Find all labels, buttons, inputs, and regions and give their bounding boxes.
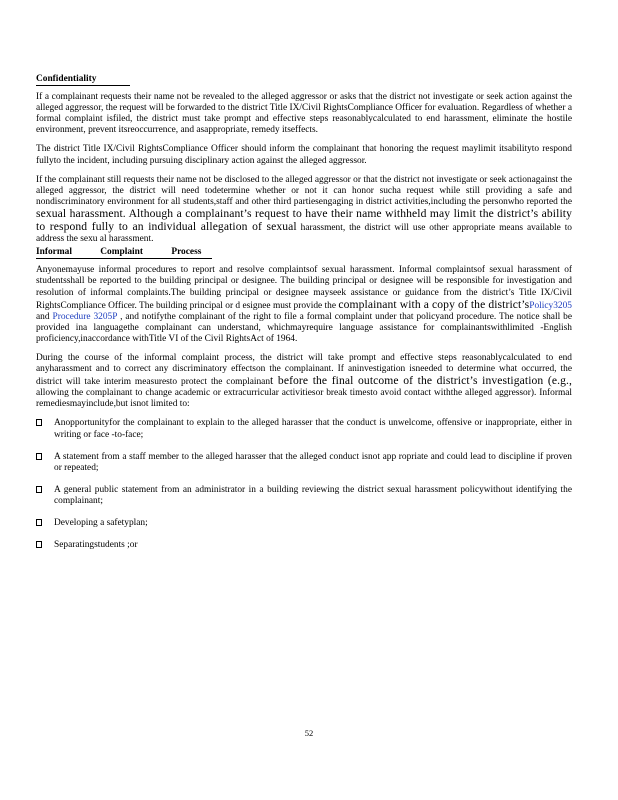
checkbox-bullet-icon — [36, 519, 42, 526]
paragraph-text: Anyonemayuse informal procedures to report and resolve complaintsof sexual harassment. Informal complaintsof sexual harassment of studentsshall be reported to the building principal or designee. The building principal or designee will be responsible for investigation and resolution of informal complaints.The building principal or designee mayseek assistance or guidance from the district’s Title IX/Civil RightsCompliance Officer. The building principal or d esignee must provide the — [36, 265, 572, 311]
paragraph-text: and — [36, 311, 53, 322]
paragraph-text: During the course of the informal complaint process, the district will take prompt and effective steps reasonablycalculated to end anyharassment and to correct any discriminatory effectson the complainant. If aninvestigation isneeded to determine what occurred, the district will take interim measuresto protect the complainan — [36, 352, 572, 388]
heading-informal-complaint-process: Informal Complaint Process — [36, 247, 212, 259]
procedure-link[interactable]: Procedure 3205P — [52, 311, 118, 322]
list-item-text: Developing a safetyplan; — [54, 518, 148, 528]
confidentiality-paragraph-1: If a complainant requests their name not be revealed to the alleged aggressor or asks that the district not investigate or seek action against the alleged aggressor, the request will be forwarded to the district Title IX/Civil RightsCompliance Officer for evaluation. Regardless of whether a formal complaint isfiled, the district must take prompt and effective steps reasonablycalculated to end harassment, eliminate the hostile environment, prevent itsreoccurrence, and asappropriate, remedy itseffects. — [36, 92, 572, 136]
paragraph-text: harassment, the district will use other appropriate means available to address the sexu al harassment. — [36, 223, 572, 245]
informal-paragraph-1 — [36, 265, 572, 345]
list-item — [36, 452, 572, 474]
list-item — [36, 485, 572, 507]
confidentiality-paragraph-3 — [36, 175, 572, 246]
heading-confidentiality: Confidentiality — [36, 74, 130, 86]
policy-link[interactable]: Policy3205 — [529, 300, 572, 311]
list-item-text: Anopportunityfor the complainant to explain to the alleged harasser that the conduct is unwelcome, offensive or inappropriate, either in writing or face -to-face; — [54, 418, 572, 440]
page-number: 52 — [304, 728, 314, 738]
list-item-text: Separatingstudents ;or — [54, 540, 138, 551]
paragraph-text: If the complainant still requests their name not be disclosed to the alleged aggressor or that the district not investigate or seek actionagainst the alleged aggressor, the district will need todetermine whether or not it can honor sucha request while still providing a safe and nondiscriminatory environment for all students,staff and other third partiesengaging in district activities,including the personwho reported the — [36, 174, 572, 207]
list-item — [36, 540, 572, 551]
list-item-text: A general public statement from an administrator in a building reviewing the district sexual harassment policywithout identifying the complainant; — [54, 484, 572, 506]
checkbox-bullet-icon — [36, 419, 42, 426]
checkbox-bullet-icon — [36, 486, 42, 493]
confidentiality-paragraph-2: The district Title IX/Civil RightsCompliance Officer should inform the complainant that honoring the request maylimit itsabilityto respond fullyto the incident, including pursuing disciplinary action against the alleged aggressor. — [36, 144, 572, 166]
paragraph-text: allowing the complainant to change academic or extracurricular activitiesor break timesto avoid contact withthe alleged aggressor). Informal remediesmayinclude,but isnot limited to: — [36, 388, 572, 410]
paragraph-text-large: sexual harassment. Although a complainant’s request to have their name withheld may limit the district’s ability to respond fully to an individual allegation of sexual — [36, 206, 572, 234]
paragraph-text-large: complainant with a copy of the district’s — [338, 297, 530, 311]
remedies-list — [36, 418, 572, 551]
paragraph-text-large: t before the final outcome of the district’s investigation (e.g., — [270, 374, 572, 388]
list-item-text: A statement from a staff member to the alleged harasser that the alleged conduct isnot app ropriate and could lead to discipline if proven or repeated; — [54, 451, 572, 473]
list-item — [36, 418, 572, 440]
list-item — [36, 518, 572, 529]
checkbox-bullet-icon — [36, 541, 42, 548]
informal-paragraph-2 — [36, 353, 572, 410]
checkbox-bullet-icon — [36, 453, 42, 460]
paragraph-text: , and notifythe complainant of the right to file a formal complaint under that policyand procedure. The notice shall be provided ina languagethe complainant can understand, whichmayrequire language assistance for complainantswithlimited -English proficiency,inaccordance withTitle VI of the Civil RightsAct of 1964. — [36, 311, 572, 344]
document-body — [36, 74, 572, 562]
